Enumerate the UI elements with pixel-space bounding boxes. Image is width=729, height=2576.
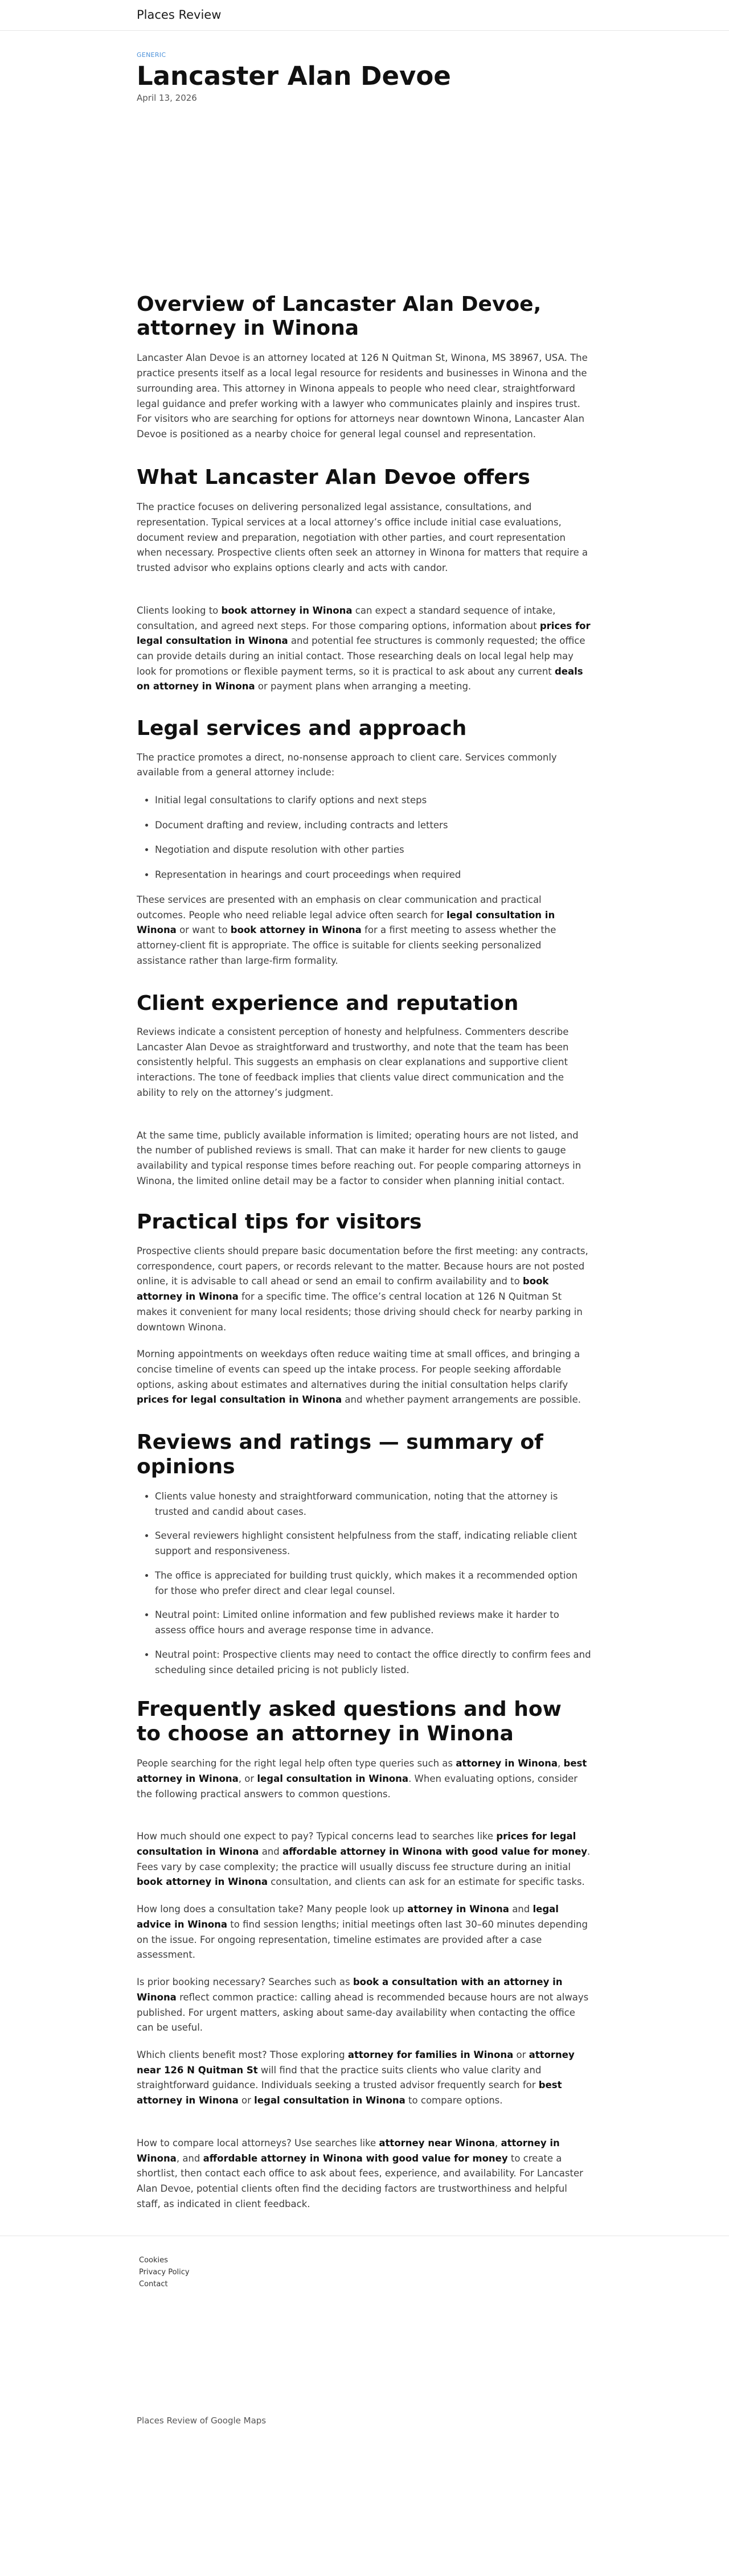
faq-answer-booking: Is prior booking necessary? Searches such as book a consultation with an attorney in Winona reflect common practice: calling ahead is recommended because hours are not always published. For urgent matters, asking about same-day availability when contacting the office can be useful. (137, 1977, 589, 2033)
keyword-book-attorney: book attorney in Winona (230, 925, 362, 936)
footer-links (137, 2236, 592, 2290)
section-offers (137, 466, 592, 695)
offers-paragraph-1: The practice focuses on delivering personalized legal assistance, consultations, and representation. Typical services at a local attorney’s office include initial case evaluations, document review and preparation, negotiation with other parties, and court representation when necessary. Prospective clients often seek an attorney in Winona for matters that require a trusted advisor who explains options clearly and acts with candor. (137, 502, 588, 574)
footer-link-privacy-policy[interactable]: Privacy Policy (139, 2268, 190, 2277)
services-list (155, 793, 592, 883)
site-logo-link[interactable]: Places Review (137, 8, 222, 22)
list-item: • Neutral point: Limited online information and few published reviews make it harder to assess office hours and average response time in advance. (155, 1608, 592, 1638)
section-faq (137, 1698, 592, 2212)
offers-paragraph-2: Clients looking to book attorney in Winona can expect a standard sequence of intake, consultation, and agreed next steps. For those comparing options, information about prices for legal consultation in Winona and potential fee structures is commonly requested; the office can provide details during an initial contact. Those researching deals on local legal help may look for promotions or flexible payment terms, so it is practical to ask about any current deals on attorney in Winona or payment plans when arranging a meeting. (137, 605, 591, 692)
keyword-legal-advice: legal advice in Winona (137, 1904, 559, 1930)
services-heading: Legal services and approach (137, 717, 467, 741)
article (137, 51, 592, 2212)
keyword-affordable-attorney: affordable attorney in Winona with good value for money (282, 1846, 588, 1858)
keyword-affordable-attorney: affordable attorney in Winona with good value for money (203, 2152, 508, 2164)
list-item: • Document drafting and review, including contracts and letters (155, 818, 592, 833)
keyword-book-attorney: book attorney in Winona (137, 1276, 549, 1303)
faq-answer-duration: How long does a consultation take? Many people look up attorney in Winona and legal advice in Winona to find session lengths; initial meetings often last 30–60 minutes depending on the issue. For ongoing representation, timeline estimates are provided after a case assessment. (137, 1904, 588, 1961)
keyword-attorney-winona: attorney in Winona (456, 1758, 558, 1769)
tips-paragraph-2: Morning appointments on weekdays often reduce waiting time at small offices, and bringing a concise timeline of events can speed up the intake process. For people seeking affordable options, asking about estimates and alternatives during the initial consultation helps clarify prices for legal consultation in Winona and whether payment arrangements are possible. (137, 1349, 581, 1406)
faq-heading: Frequently asked questions and how to choose an attorney in Winona (137, 1698, 562, 1745)
faq-answer-cost: How much should one expect to pay? Typical concerns lead to searches like prices for legal consultation in Winona and affordable attorney in Winona with good value for money. Fees vary by case complexity; the practice will usually discuss fee structure during an initial book attorney in Winona consultation, and clients can ask for an estimate for specific tasks. (137, 1831, 591, 1888)
reviews-list (155, 1489, 592, 1678)
list-item: • The office is appreciated for building trust quickly, which makes it a recommended option for those who prefer direct and clear legal counsel. (155, 1568, 592, 1599)
section-services (137, 717, 592, 968)
publish-date: April 13, 2026 (137, 92, 197, 103)
section-reviews (137, 1431, 592, 1678)
list-item: • Representation in hearings and court proceedings when required (155, 868, 592, 883)
category-label[interactable]: GENERIC (137, 51, 166, 59)
services-paragraph-2: These services are presented with an emphasis on clear communication and practical outcomes. People who need reliable legal advice often search for legal consultation in Winona or want to book attorney in Winona for a first meeting to assess whether the attorney-client fit is appropriate. The office is suitable for clients seeking personalized assistance rather than large-firm formality. (137, 894, 556, 966)
footer-link-contact[interactable]: Contact (139, 2280, 168, 2289)
list-item: • Neutral point: Prospective clients may need to contact the office directly to confirm fees and scheduling since detailed pricing is not publicly listed. (155, 1648, 592, 1678)
overview-paragraph: Lancaster Alan Devoe is an attorney located at 126 N Quitman St, Winona, MS 38967, USA. The practice presents itself as a local legal resource for residents and businesses in Winona and the surrounding area. This attorney in Winona appeals to people who need clear, straightforward legal guidance and prefer working with a lawyer who communicates plainly and inspires trust. For visitors who are searching for options for attorneys near downtown Winona, Lancaster Alan Devoe is positioned as a nearby choice for general legal counsel and representation. (137, 352, 588, 440)
keyword-book-attorney: book attorney in Winona (221, 605, 353, 616)
experience-paragraph-2: At the same time, publicly available information is limited; operating hours are not listed, and the number of published reviews is small. That can make it harder for new clients to gauge availability and typical response times before reaching out. For people comparing attorneys in Winona, the limited online detail may be a factor to consider when planning initial contact. (137, 1129, 581, 1186)
keyword-best-attorney: best attorney in Winona (137, 2080, 562, 2106)
tips-paragraph-1: Prospective clients should prepare basic documentation before the first meeting: any contracts, correspondence, court papers, or records relevant to the matter. Because hours are not posted online, it is advisable to call ahead or send an email to confirm availability and to book attorney in Winona for a specific time. The office’s central location at 126 N Quitman St makes it convenient for many local residents; those driving should check for nearby parking in downtown Winona. (137, 1245, 588, 1333)
page-title: Lancaster Alan Devoe (137, 61, 451, 91)
experience-paragraph-1: Reviews indicate a consistent perception of honesty and helpfulness. Commenters describe Lancaster Alan Devoe as straightforward and trustworthy, and note that the team has been consistently helpful. This suggests an emphasis on clear explanations and supportive client interactions. The tone of feedback implies that clients value direct communication and the ability to rely on the attorney’s judgment. (137, 1026, 569, 1098)
top-bar-inner (137, 0, 592, 22)
list-item: • Clients value honesty and straightforward communication, noting that the attorney is trusted and candid about cases. (155, 1489, 592, 1519)
keyword-attorney-winona: attorney in Winona (407, 1904, 509, 1915)
keyword-legal-consultation: legal consultation in Winona (254, 2095, 406, 2106)
keyword-attorney-families: attorney for families in Winona (347, 2049, 514, 2060)
footer-copyright: Places Review of Google Maps (137, 2415, 267, 2426)
top-bar (0, 0, 729, 31)
experience-heading: Client experience and reputation (137, 991, 519, 1015)
services-intro: The practice promotes a direct, no-nonsense approach to client care. Services commonly available from a general attorney include: (137, 751, 557, 778)
offers-heading: What Lancaster Alan Devoe offers (137, 465, 530, 489)
keyword-legal-consultation: legal consultation in Winona (137, 909, 555, 936)
keyword-attorney-winona: attorney in Winona (137, 2137, 560, 2164)
keyword-deals-attorney: deals on attorney in Winona (137, 665, 583, 692)
keyword-legal-consultation: legal consultation in Winona (257, 1773, 409, 1784)
faq-answer-compare: How to compare local attorneys? Use searches like attorney near Winona, attorney in Winona, and affordable attorney in Winona with good value for money to create a shortlist, then contact each office to ask about fees, experience, and availability. For Lancaster Alan Devoe, potential clients often find the deciding factors are trustworthiness and helpful staff, as indicated in client feedback. (137, 2137, 583, 2209)
keyword-prices-consultation: prices for legal consultation in Winona (137, 1831, 576, 1858)
overview-heading: Overview of Lancaster Alan Devoe, attorney in Winona (137, 292, 542, 340)
faq-intro: People searching for the right legal help often type queries such as attorney in Winona, best attorney in Winona, or legal consultation in Winona. When evaluating options, consider the following practical answers to common questions. (137, 1758, 587, 1799)
hero-image-area (137, 103, 592, 293)
list-item: • Negotiation and dispute resolution with other parties (155, 843, 592, 858)
footer-link-cookies[interactable]: Cookies (139, 2256, 168, 2265)
faq-answer-clients: Which clients benefit most? Those exploring attorney for families in Winona or attorney near 126 N Quitman St will find that the practice suits clients who value clarity and straightforward guidance. Individuals seeking a trusted advisor frequently search for best attorney in Winona or legal consultation in Winona to compare options. (137, 2049, 575, 2106)
keyword-book-consultation: book a consultation with an attorney in Winona (137, 1977, 563, 2003)
keyword-attorney-near: attorney near Winona (379, 2137, 495, 2148)
keyword-book-attorney: book attorney in Winona (137, 1876, 268, 1888)
reviews-heading: Reviews and ratings — summary of opinions (137, 1431, 543, 1478)
keyword-prices-consultation: prices for legal consultation in Winona (137, 1394, 342, 1406)
section-tips (137, 1210, 592, 1408)
footer (0, 2236, 729, 2426)
keyword-best-attorney: best attorney in Winona (137, 1758, 587, 1784)
keyword-attorney-address: attorney near 126 N Quitman St (137, 2049, 575, 2076)
keyword-prices-consultation: prices for legal consultation in Winona (137, 620, 591, 647)
section-experience (137, 992, 592, 1189)
tips-heading: Practical tips for visitors (137, 1210, 422, 1234)
list-item: • Initial legal consultations to clarify options and next steps (155, 793, 592, 808)
list-item: • Several reviewers highlight consistent helpfulness from the staff, indicating reliable client support and responsiveness. (155, 1529, 592, 1559)
section-overview (137, 293, 592, 442)
